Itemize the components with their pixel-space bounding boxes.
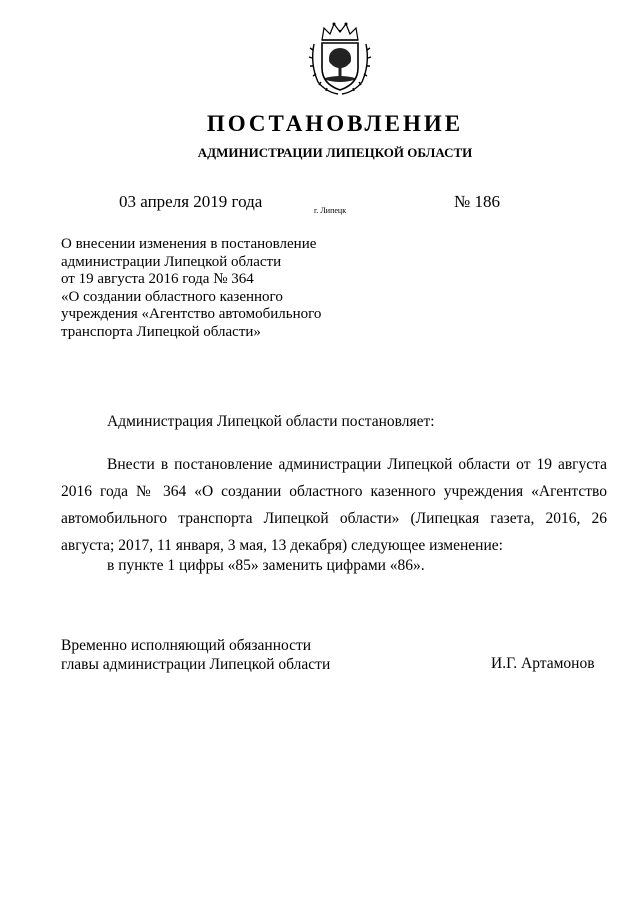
document-title: ПОСТАНОВЛЕНИЕ: [206, 111, 464, 136]
signer-position-line: главы администрации Липецкой области: [61, 656, 331, 673]
signer-position-line: Временно исполняющий обязанности: [61, 637, 312, 654]
signer-position: [61, 636, 330, 674]
document-number: № 186: [454, 192, 500, 211]
subject-line: О внесении изменения в постановление: [61, 236, 317, 252]
subject-line: от 19 августа 2016 года № 364: [61, 271, 254, 287]
document-city: г. Липецк: [314, 206, 347, 215]
coat-of-arms-icon: [308, 20, 372, 96]
document-date: 03 апреля 2019 года: [119, 192, 263, 211]
decree-intro: Администрация Липецкой области постановляет:: [107, 413, 435, 430]
decree-paragraph: Внести в постановление администрации Липецкой области от 19 августа 2016 года № 364 «О создании областного казенного учреждения «Агентство автомобильного транспорта Липецкой области» (Липецкая газета, 2016, 26 августа; 2017, 11 января, 3 мая, 13 декабря) следующее изменение:: [61, 456, 607, 554]
subject-line: «О создании областного казенного: [61, 288, 283, 305]
document-subtitle: АДМИНИСТРАЦИИ ЛИПЕЦКОЙ ОБЛАСТИ: [197, 145, 473, 160]
subject-line: транспорта Липецкой области»: [61, 323, 261, 340]
decree-amendment: в пункте 1 цифры «85» заменить цифрами «86».: [107, 557, 425, 574]
signer-name: И.Г. Артамонов: [491, 655, 595, 672]
subject-line: учреждения «Агентство автомобильного: [61, 306, 322, 322]
subject-line: администрации Липецкой области: [61, 253, 282, 270]
document-subject: [61, 236, 381, 341]
